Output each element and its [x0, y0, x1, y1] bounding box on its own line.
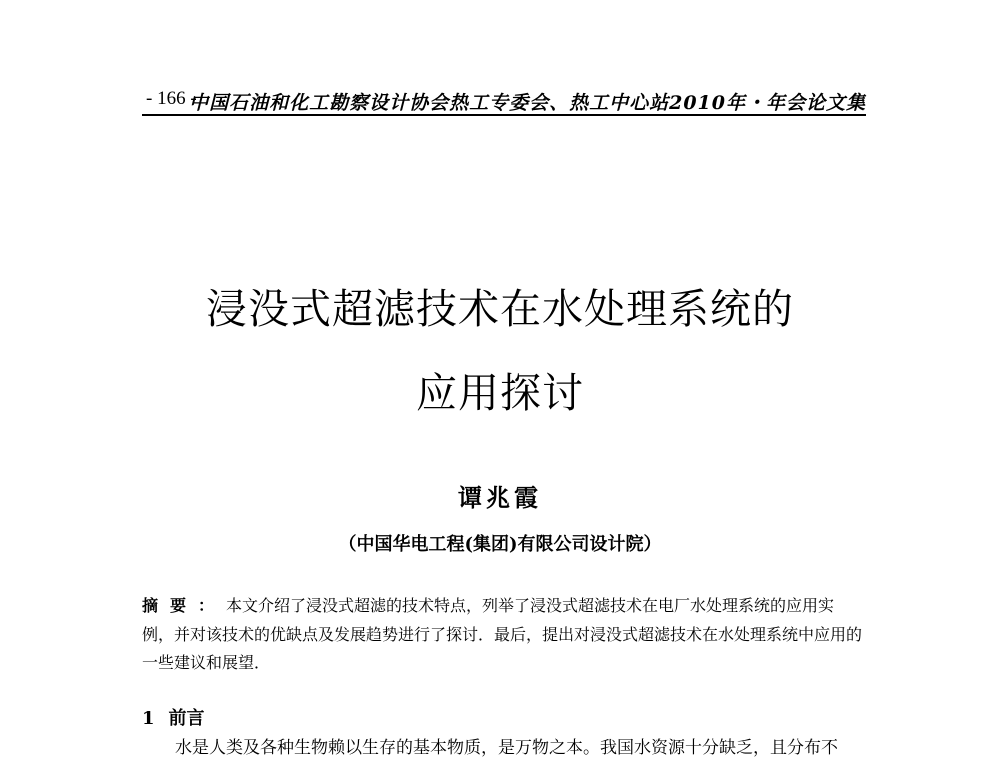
section-heading	[142, 704, 205, 730]
abstract-text: 本文介绍了浸没式超滤的技术特点，列举了浸没式超滤技术在电厂水处理系统的应用实例，并对该技术的优缺点及发展趋势进行了探讨．最后，提出对浸没式超滤技术在水处理系统中应用的一些建议和展望．	[142, 596, 863, 672]
section-title: 前言	[168, 708, 205, 729]
abstract-label: 摘要：	[142, 596, 227, 615]
page-number: - 166 -	[146, 88, 197, 109]
article-title-line-1: 浸没式超滤技术在水处理系统的	[206, 285, 794, 333]
author-name: 谭兆霞	[458, 483, 542, 512]
abstract	[142, 592, 866, 678]
section-number: 1	[142, 708, 155, 729]
journal-name: 中国石油和化工勘察设计协会热工专委会、热工中心站2010年・年会论文集	[189, 92, 866, 114]
article-title-line-2: 应用探讨	[416, 369, 584, 417]
running-header	[142, 80, 866, 116]
section-body-text: 水是人类及各种生物赖以生存的基本物质，是万物之本。我国水资源十分缺乏，且分布不	[175, 738, 838, 758]
author-affiliation: （中国华电工程(集团)有限公司设计院）	[338, 534, 662, 555]
